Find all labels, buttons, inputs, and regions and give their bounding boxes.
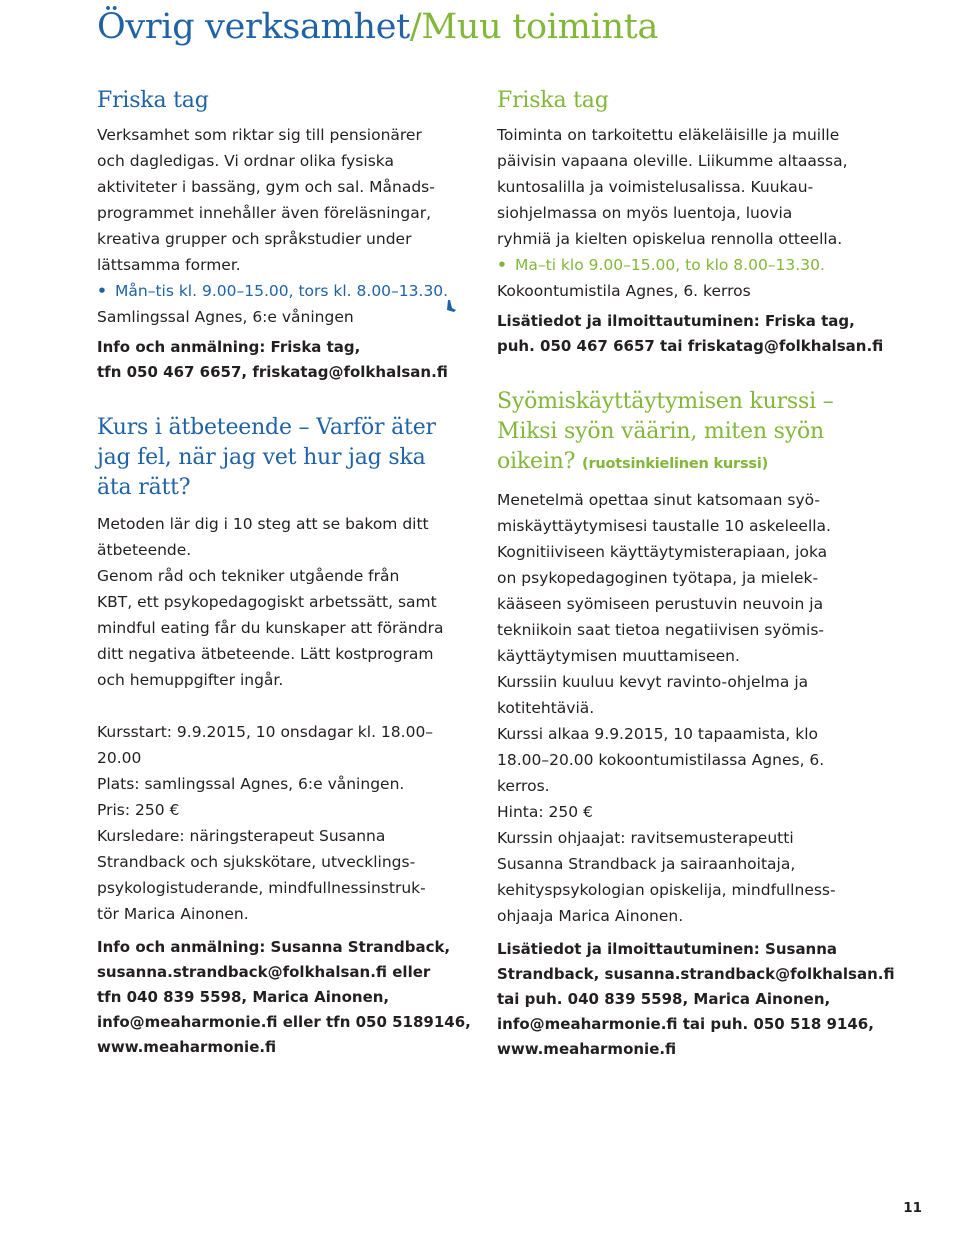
course-leaders: Kursledare: näringsterapeut Susanna Strandback och sjukskötare, utvecklings- psykologistuderande, mindfullnessinstruk- tör Marica Ainonen.	[97, 827, 426, 923]
contact-info: Info och anmälning: Friska tag, tfn 050 467 6657, friskatag@folkhalsan.fi	[97, 338, 448, 381]
title-finnish: Muu toiminta	[421, 7, 659, 47]
location-text: Kokoontumistila Agnes, 6. kerros	[497, 282, 751, 300]
friska-tag-section-fi	[497, 86, 907, 359]
course-description: Genom råd och tekniker utgående från KBT, ett psykopedagogiskt arbetssätt, samt mindful eating får du kunskaper att förändra ditt negativa ätbeteende. Lätt kostprogram och hemuppgifter ingår.	[97, 567, 444, 689]
eating-course-section-sv	[97, 413, 472, 1060]
bullet-icon: •	[97, 282, 107, 300]
decorative-mark-icon	[446, 300, 456, 312]
location-text: Samlingssal Agnes, 6:e våningen	[97, 308, 354, 326]
title-swedish: Övrig verksamhet	[97, 7, 410, 47]
contact-info: Lisätiedot ja ilmoittautuminen: Susanna Strandback, susanna.strandback@folkhalsan.fi tai puh. 040 839 5598, Marica Ainonen, info@meaharmonie.fi tai puh. 050 518 9146, www.meaharmonie.fi	[497, 940, 895, 1058]
schedule-bullet: • Mån–tis kl. 9.00–15.00, tors kl. 8.00–13.30.	[97, 278, 472, 304]
section-body: Verksamhet som riktar sig till pensionärer och dagledigas. Vi ordnar olika fysiska aktiviteter i bassäng, gym och sal. Månads- programmet innehåller även föreläsningar, kreativa grupper och språkstudier under lättsamma former.	[97, 126, 435, 274]
section-heading: Kurs i ätbeteende – Varför äter jag fel, när jag vet hur jag ska äta rätt?	[97, 415, 436, 500]
contact-info: Info och anmälning: Susanna Strandback, susanna.strandback@folkhalsan.fi eller tfn 040 839 5598, Marica Ainonen, info@meaharmonie.fi eller tfn 050 5189146, www.meaharmonie.fi	[97, 938, 471, 1056]
course-price: Hinta: 250 €	[497, 803, 593, 821]
course-place: Plats: samlingssal Agnes, 6:e våningen.	[97, 775, 405, 793]
section-heading: Friska tag	[497, 88, 609, 113]
course-intro: Metoden lär dig i 10 steg att se bakom ditt ätbeteende.	[97, 515, 429, 559]
friska-tag-section-sv	[97, 86, 472, 385]
page-number: 11	[903, 1200, 922, 1216]
course-start: Kurssi alkaa 9.9.2015, 10 tapaamista, klo 18.00–20.00 kokoontumistilassa Agnes, 6. kerros.	[497, 725, 825, 795]
course-leaders: Kurssin ohjaajat: ravitsemusterapeutti Susanna Strandback ja sairaanhoitaja, kehityspsykologian opiskelija, mindfullness- ohjaaja Marica Ainonen.	[497, 829, 836, 925]
language-note: (ruotsinkielinen kurssi)	[582, 456, 769, 472]
eating-course-section-fi	[497, 387, 907, 1062]
contact-info: Lisätiedot ja ilmoittautuminen: Friska tag, puh. 050 467 6657 tai friskatag@folkhalsan.fi	[497, 312, 884, 355]
schedule-bullet: • Ma–ti klo 9.00–15.00, to klo 8.00–13.30.	[497, 252, 907, 278]
section-body: Toiminta on tarkoitettu eläkeläisille ja muille päivisin vapaana oleville. Liikumme altaassa, kuntosalilla ja voimistelusalissa. Kuukau- siohjelmassa on myös luentoja, luovia ryhmiä ja kielten opiskelua rennolla otteella.	[497, 126, 848, 248]
swedish-column	[97, 86, 472, 1060]
page-title	[97, 4, 658, 50]
section-heading: Syömiskäyttäytymisen kurssi – Miksi syön väärin, miten syön oikein? (ruotsinkielinen kurssi)	[497, 389, 834, 474]
course-description: Menetelmä opettaa sinut katsomaan syö- miskäyttäytymisesi taustalle 10 askeleella. Kognitiiviseen käyttäytymisterapiaan, joka on psykopedagoginen työtapa, ja mielek- kääseen syömiseen perustuvin neuvoin ja tekniikoin saat tietoa negatiivisen syömis- käyttäytymisen muuttamiseen. Kurssiin kuuluu kevyt ravinto-ohjelma ja kotitehtäviä.	[497, 491, 831, 717]
course-start: Kursstart: 9.9.2015, 10 onsdagar kl. 18.00– 20.00	[97, 723, 434, 767]
title-separator: /	[409, 7, 422, 47]
finnish-column	[497, 86, 907, 1062]
section-heading: Friska tag	[97, 88, 209, 113]
course-price: Pris: 250 €	[97, 801, 180, 819]
bullet-icon: •	[497, 256, 507, 274]
